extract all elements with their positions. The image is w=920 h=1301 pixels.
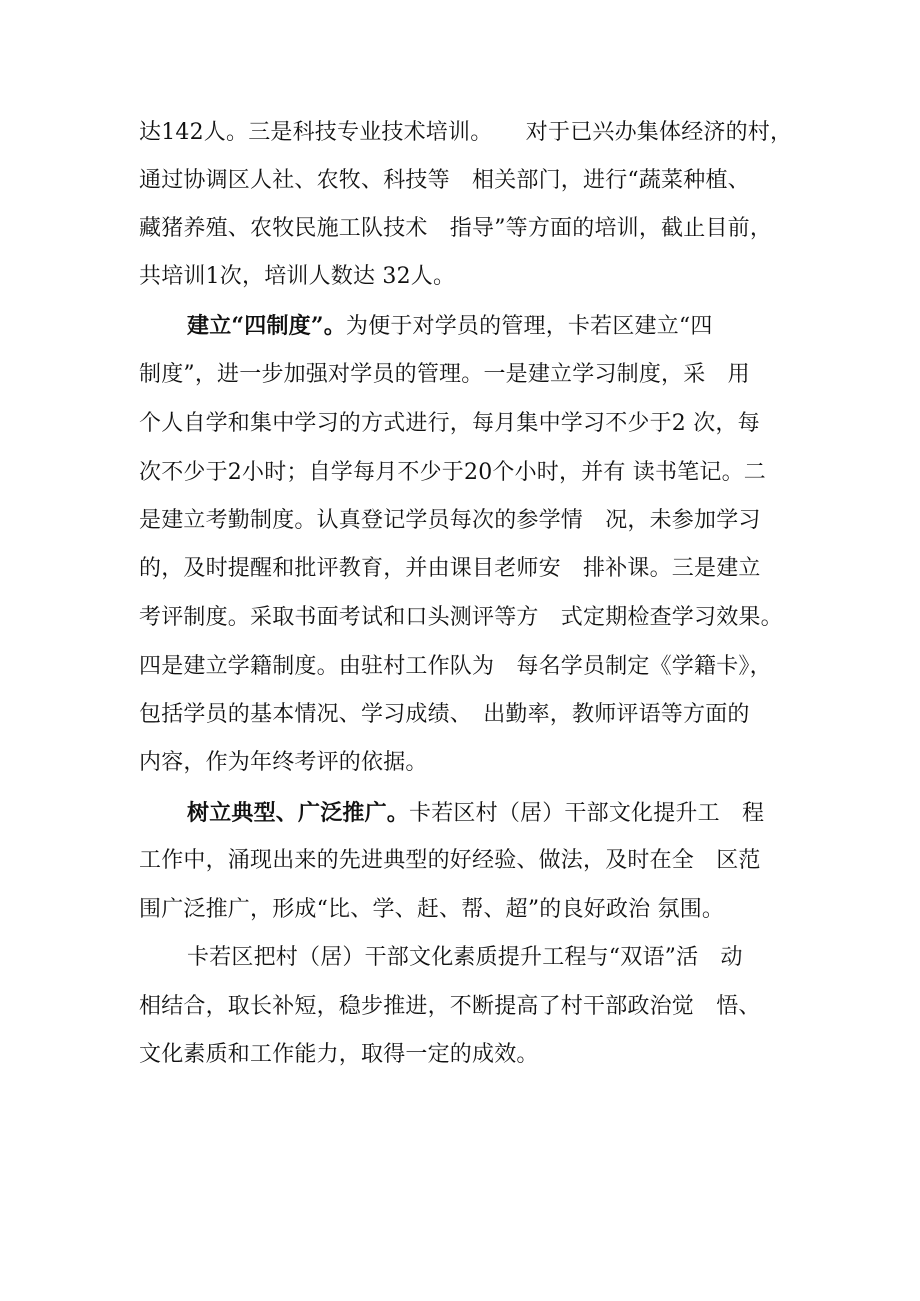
paragraph-2-line-7: 考评制度。采取书面考试和口头测评等方 式定期检查学习效果。 <box>139 605 783 630</box>
paragraph-2-line-3: 个人自学和集中学习的方式进行，每月集中学习不少于2 次，每 <box>139 411 760 436</box>
paragraph-3-line-2: 工作中，涌现出来的先进典型的好经验、做法，及时在全 区范 <box>139 848 761 873</box>
paragraph-1-line-3: 藏猪养殖、农牧民施工队技术 指导”等方面的培训，截止目前， <box>139 216 773 241</box>
paragraph-4-line-3: 文化素质和工作能力，取得一定的成效。 <box>139 1042 539 1067</box>
paragraph-2-line-6: 的，及时提醒和批评教育，并由课目老师安 排补课。三是建立 <box>139 556 761 581</box>
paragraph-2-line-8: 四是建立学籍制度。由驻村工作队为 每名学员制定《学籍卡》， <box>139 654 772 679</box>
paragraph-2-heading: 建立“四制度”。 <box>187 313 346 339</box>
paragraph-2-line-2: 制度”，进一步加强对学员的管理。一是建立学习制度，采 用 <box>139 362 750 387</box>
paragraph-2-line-5: 是建立考勤制度。认真登记学员每次的参学情 况，未参加学习 <box>139 508 761 533</box>
paragraph-3-line-1 <box>187 798 764 828</box>
paragraph-2-line-9: 包括学员的基本情况、学习成绩、 出勤率，教师评语等方面的 <box>139 702 750 727</box>
paragraph-1-line-1: 达142人。三是科技专业技术培训。 对于已兴办集体经济的村， <box>139 120 793 145</box>
paragraph-2-line-1-text: 为便于对学员的管理，卡若区建立“四 <box>345 314 713 339</box>
paragraph-2-line-4: 次不少于2小时；自学每月不少于20个小时，并有 读书笔记。二 <box>139 460 766 485</box>
paragraph-3-line-3: 围广泛推广，形成“比、学、赶、帮、超”的良好政治 氛围。 <box>139 897 725 922</box>
paragraph-2-line-1 <box>187 311 713 341</box>
paragraph-3-heading: 树立典型、广泛推广。 <box>187 800 410 826</box>
paragraph-3-line-1-text: 卡若区村（居）干部文化提升工 程 <box>409 801 765 826</box>
paragraph-1-line-4: 共培训1次，培训人数达 32人。 <box>139 264 456 289</box>
paragraph-1-line-2: 通过协调区人社、农牧、科技等 相关部门，进行“蔬菜种植、 <box>139 168 750 193</box>
paragraph-4-line-1: 卡若区把村（居）干部文化素质提升工程与“双语”活 动 <box>187 945 743 970</box>
paragraph-2-line-10: 内容，作为年终考评的依据。 <box>139 750 428 775</box>
paragraph-4-line-2: 相结合，取长补短，稳步推进，不断提高了村干部政治觉 悟、 <box>139 994 761 1019</box>
